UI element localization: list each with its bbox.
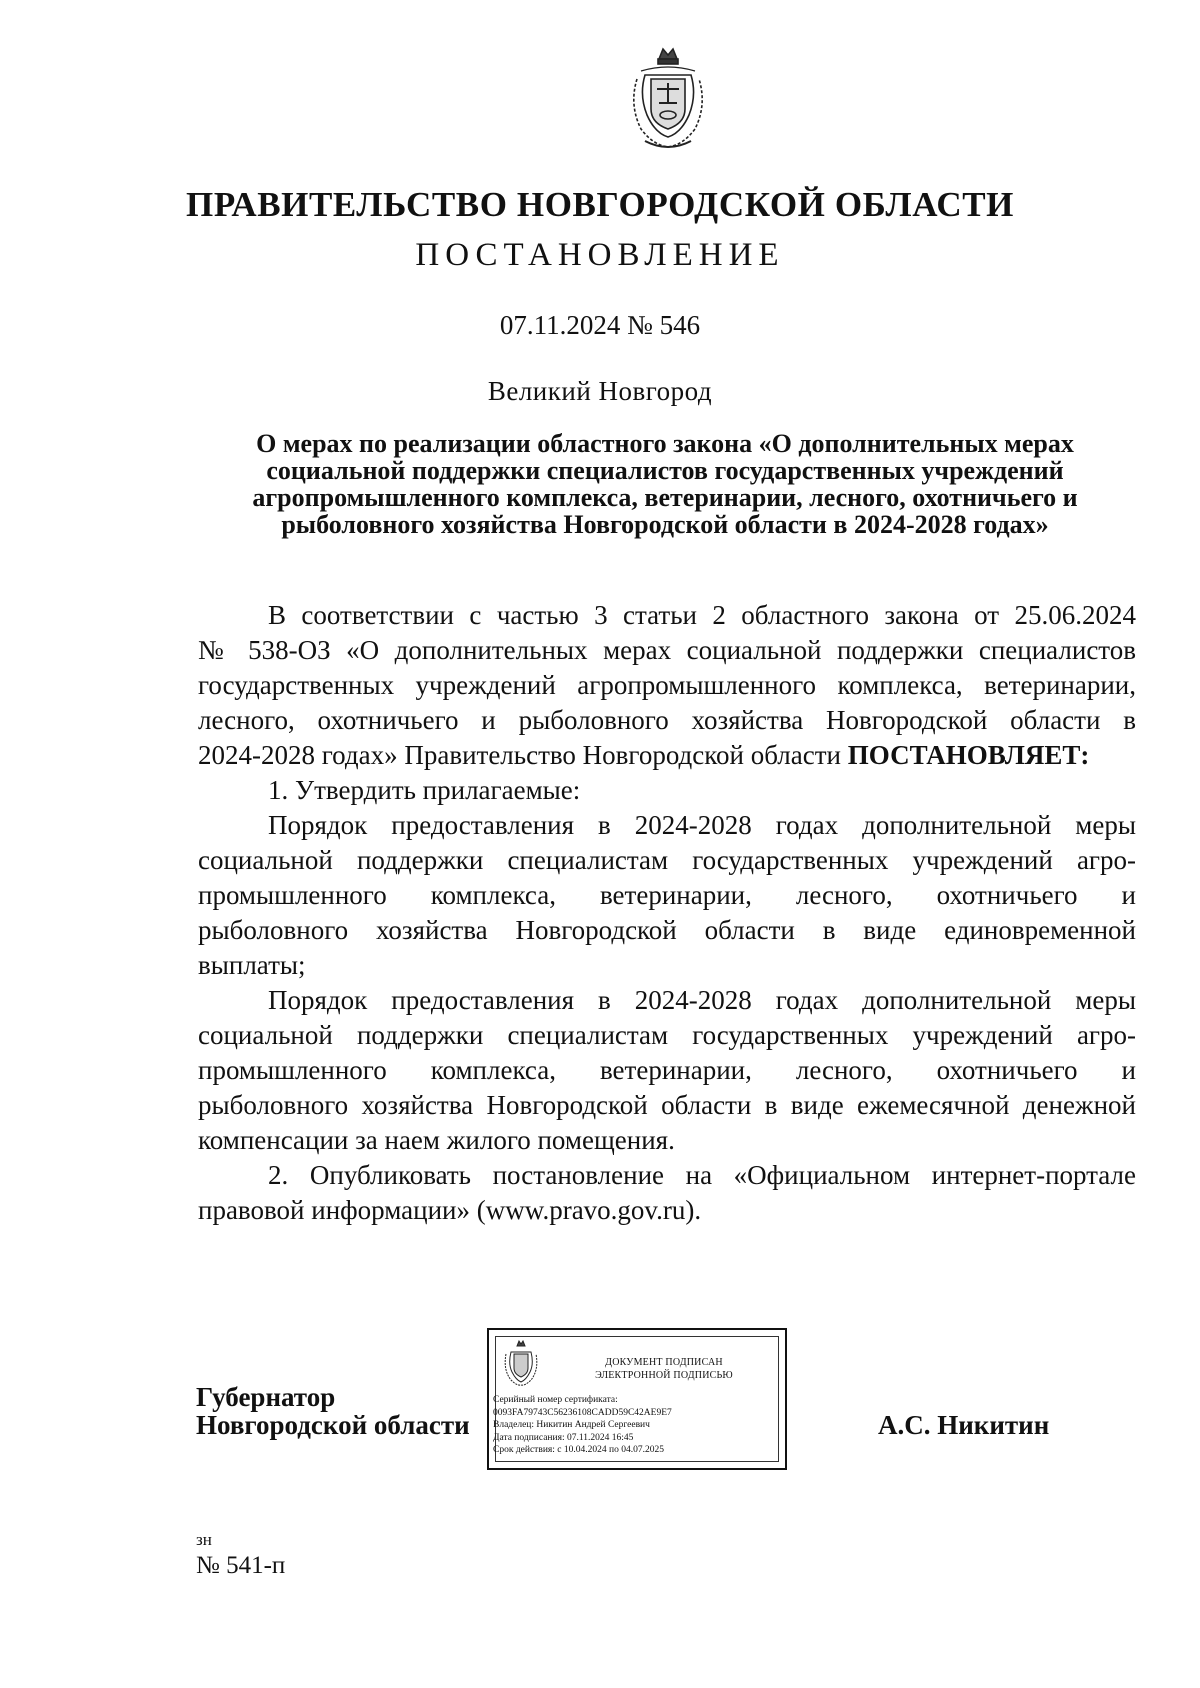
governor-title-line: Губернатор [196,1382,336,1412]
stamp-title-line: ДОКУМЕНТ ПОДПИСАН [605,1357,723,1368]
footer-number: № 541-п [196,1552,286,1579]
electronic-signature-stamp [487,1328,787,1470]
subject-line: О мерах по реализации областного закона «О дополнительных мерах [256,429,1074,458]
body-line: 2. Опубликовать постановление на «Официальном интернет-портале [268,1160,1136,1190]
body-line: Порядок предоставления в 2024-2028 годах дополнительной меры [268,985,1136,1015]
body-line: промышленного комплекса, ветеринарии, лесного, охотничьего и [198,880,1136,910]
resolves-keyword: ПОСТАНОВЛЯЕТ: [847,740,1090,770]
body-line: правовой информации» (www.pravo.gov.ru). [198,1195,702,1225]
governor-title [196,1383,470,1439]
governor-name: А.С. Никитин [878,1410,1050,1440]
document-subject [200,430,1130,538]
governor-title-line: Новгородской области [196,1410,470,1440]
stamp-serial: 0093FA79743C56236108CADD59C42AE9E7 [493,1407,672,1418]
coat-of-arms-emblem [625,45,711,153]
stamp-serial-label: Серийный номер сертификата: [493,1395,618,1405]
body-line: № 538-ОЗ «О дополнительных мерах социальной поддержки специалистов [198,635,1136,665]
document-type: ПОСТАНОВЛЕНИЕ [415,237,785,273]
subject-line: социальной поддержки специалистов государственных учреждений [266,456,1064,485]
organization-title: ПРАВИТЕЛЬСТВО НОВГОРОДСКОЙ ОБЛАСТИ [186,185,1014,224]
body-line: Порядок предоставления в 2024-2028 годах дополнительной меры [268,810,1136,840]
body-line: социальной поддержки специалистам государственных учреждений агро- [198,845,1136,875]
stamp-owner: Владелец: Никитин Андрей Сергеевич [493,1420,650,1430]
body-line: компенсации за наем жилого помещения. [198,1125,675,1155]
subject-line: рыболовного хозяйства Новгородской области в 2024-2028 годах» [281,510,1049,539]
document-city: Великий Новгород [487,376,713,406]
body-line: социальной поддержки специалистам государственных учреждений агро- [198,1020,1136,1050]
body-line: рыболовного хозяйства Новгородской области в виде ежемесячной денежной [198,1090,1136,1120]
order-1-paragraph [198,808,1136,983]
order-2-paragraph [198,983,1136,1158]
stamp-emblem-icon [503,1340,539,1386]
item-2 [198,1158,1136,1228]
item-1 [198,773,1136,808]
document-body [198,598,1136,1228]
footer-code: зн [196,1530,212,1549]
body-line: государственных учреждений агропромышленного комплекса, ветеринарии, [198,670,1136,700]
preamble-paragraph [198,598,1136,773]
subject-line: агропромышленного комплекса, ветеринарии, лесного, охотничьего и [252,483,1078,512]
body-line [198,738,1136,773]
stamp-title [549,1356,779,1382]
preamble-last-text: 2024-2028 годах» Правительство Новгородской области [198,740,848,770]
body-line: лесного, охотничьего и рыболовного хозяйства Новгородской области в [198,705,1136,735]
stamp-title-line: ЭЛЕКТРОННОЙ ПОДПИСЬЮ [595,1370,733,1381]
stamp-signed-date: Дата подписания: 07.11.2024 16:45 [493,1432,634,1443]
body-line: рыболовного хозяйства Новгородской области в виде единовременной [198,915,1136,945]
document-date-number: 07.11.2024 № 546 [499,310,701,340]
body-line: В соответствии с частью 3 статьи 2 областного закона от 25.06.2024 [268,600,1136,630]
body-line: выплаты; [198,950,306,980]
stamp-validity: Срок действия: с 10.04.2024 по 04.07.2025 [493,1445,664,1455]
body-line: 1. Утвердить прилагаемые: [268,775,581,805]
stamp-details [493,1394,779,1457]
body-line: промышленного комплекса, ветеринарии, лесного, охотничьего и [198,1055,1136,1085]
